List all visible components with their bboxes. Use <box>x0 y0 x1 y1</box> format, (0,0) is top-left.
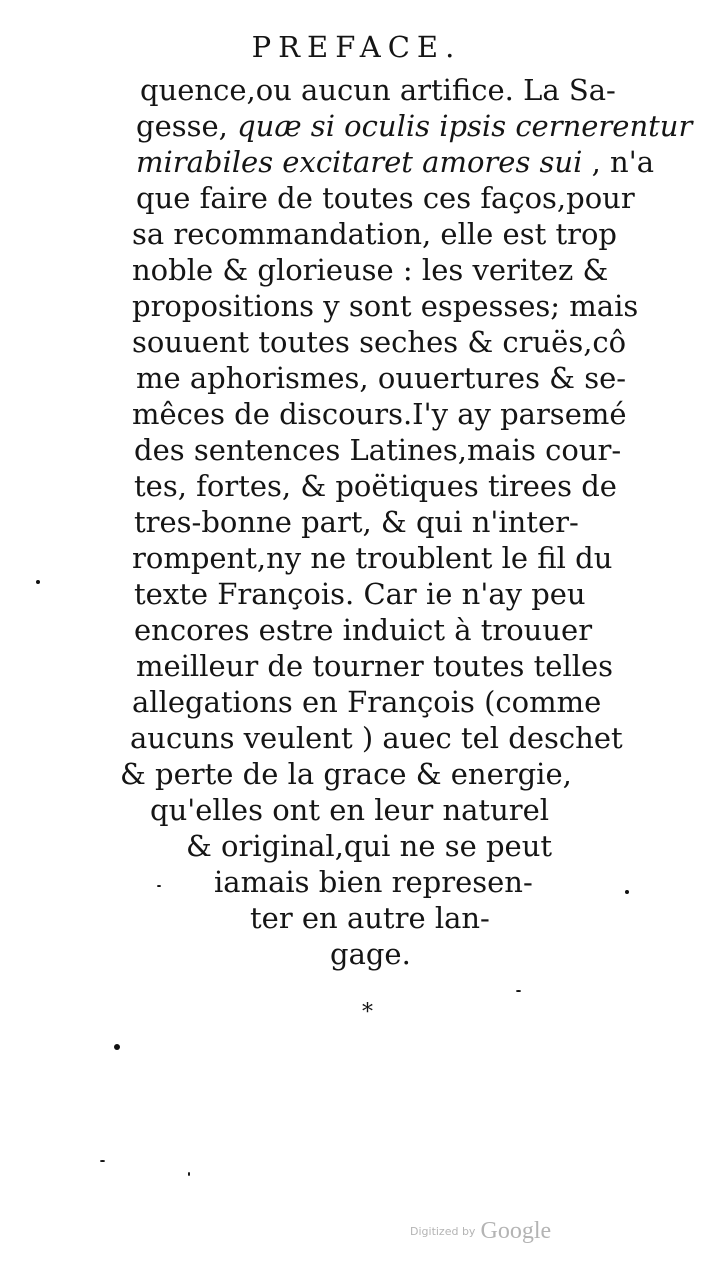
text-line: quence,ou aucun artifice. La Sa- <box>140 73 616 107</box>
text-line: meilleur de tourner toutes telles <box>136 649 614 683</box>
google-logo: Google <box>480 1218 552 1244</box>
text-line: propositions y sont espesses; mais <box>132 289 639 323</box>
text-line: sa recommandation, elle est trop <box>132 217 617 251</box>
digitized-by-google-watermark <box>410 1218 551 1245</box>
text-line: rompent,ny ne troublent le fil du <box>132 541 613 575</box>
text-line: tres-bonne part, & qui n'inter- <box>134 505 579 539</box>
latin-quote: mirabiles excitaret amores sui <box>136 145 583 179</box>
text-line <box>136 144 654 180</box>
text-line: des sentences Latines,mais cour- <box>134 433 622 467</box>
text-line <box>136 108 692 144</box>
text-fragment: , n'a <box>582 145 654 179</box>
text-fragment: gesse, <box>136 109 238 143</box>
ink-speck <box>157 885 161 887</box>
running-head: PREFACE. <box>251 30 462 64</box>
text-line: me aphorismes, ouuertures & se- <box>136 361 627 395</box>
text-line: aucuns veulent ) auec tel deschet <box>130 721 623 755</box>
ink-speck <box>36 580 40 584</box>
text-line: que faire de toutes ces faços,pour <box>136 181 635 215</box>
text-line: noble & glorieuse : les veritez & <box>132 253 609 287</box>
ink-speck <box>188 1172 190 1176</box>
ink-speck <box>100 1160 105 1162</box>
text-line: qu'elles ont en leur naturel <box>150 793 550 827</box>
ink-speck <box>114 1044 120 1050</box>
ink-speck <box>625 890 629 894</box>
text-line: allegations en François (comme <box>132 685 602 719</box>
latin-quote: quæ si oculis ipsis cernerentur <box>237 109 693 143</box>
text-line: texte François. Car ie n'ay peu <box>134 577 586 611</box>
watermark-prefix: Digitized by <box>410 1225 476 1238</box>
end-ornament: * <box>362 1000 373 1025</box>
text-line: mêces de discours.I'y ay parsemé <box>132 397 627 431</box>
text-line: gage. <box>330 937 411 971</box>
text-line: iamais bien represen- <box>214 865 533 899</box>
text-line: & original,qui ne se peut <box>186 829 553 863</box>
text-line: souuent toutes seches & cruës,cô <box>132 325 627 359</box>
ink-speck <box>516 990 521 992</box>
text-line: ter en autre lan- <box>250 901 490 935</box>
text-line: tes, fortes, & poëtiques tirees de <box>134 469 617 503</box>
text-line: encores estre induict à trouuer <box>134 613 593 647</box>
text-line: & perte de la grace & energie, <box>120 757 572 791</box>
